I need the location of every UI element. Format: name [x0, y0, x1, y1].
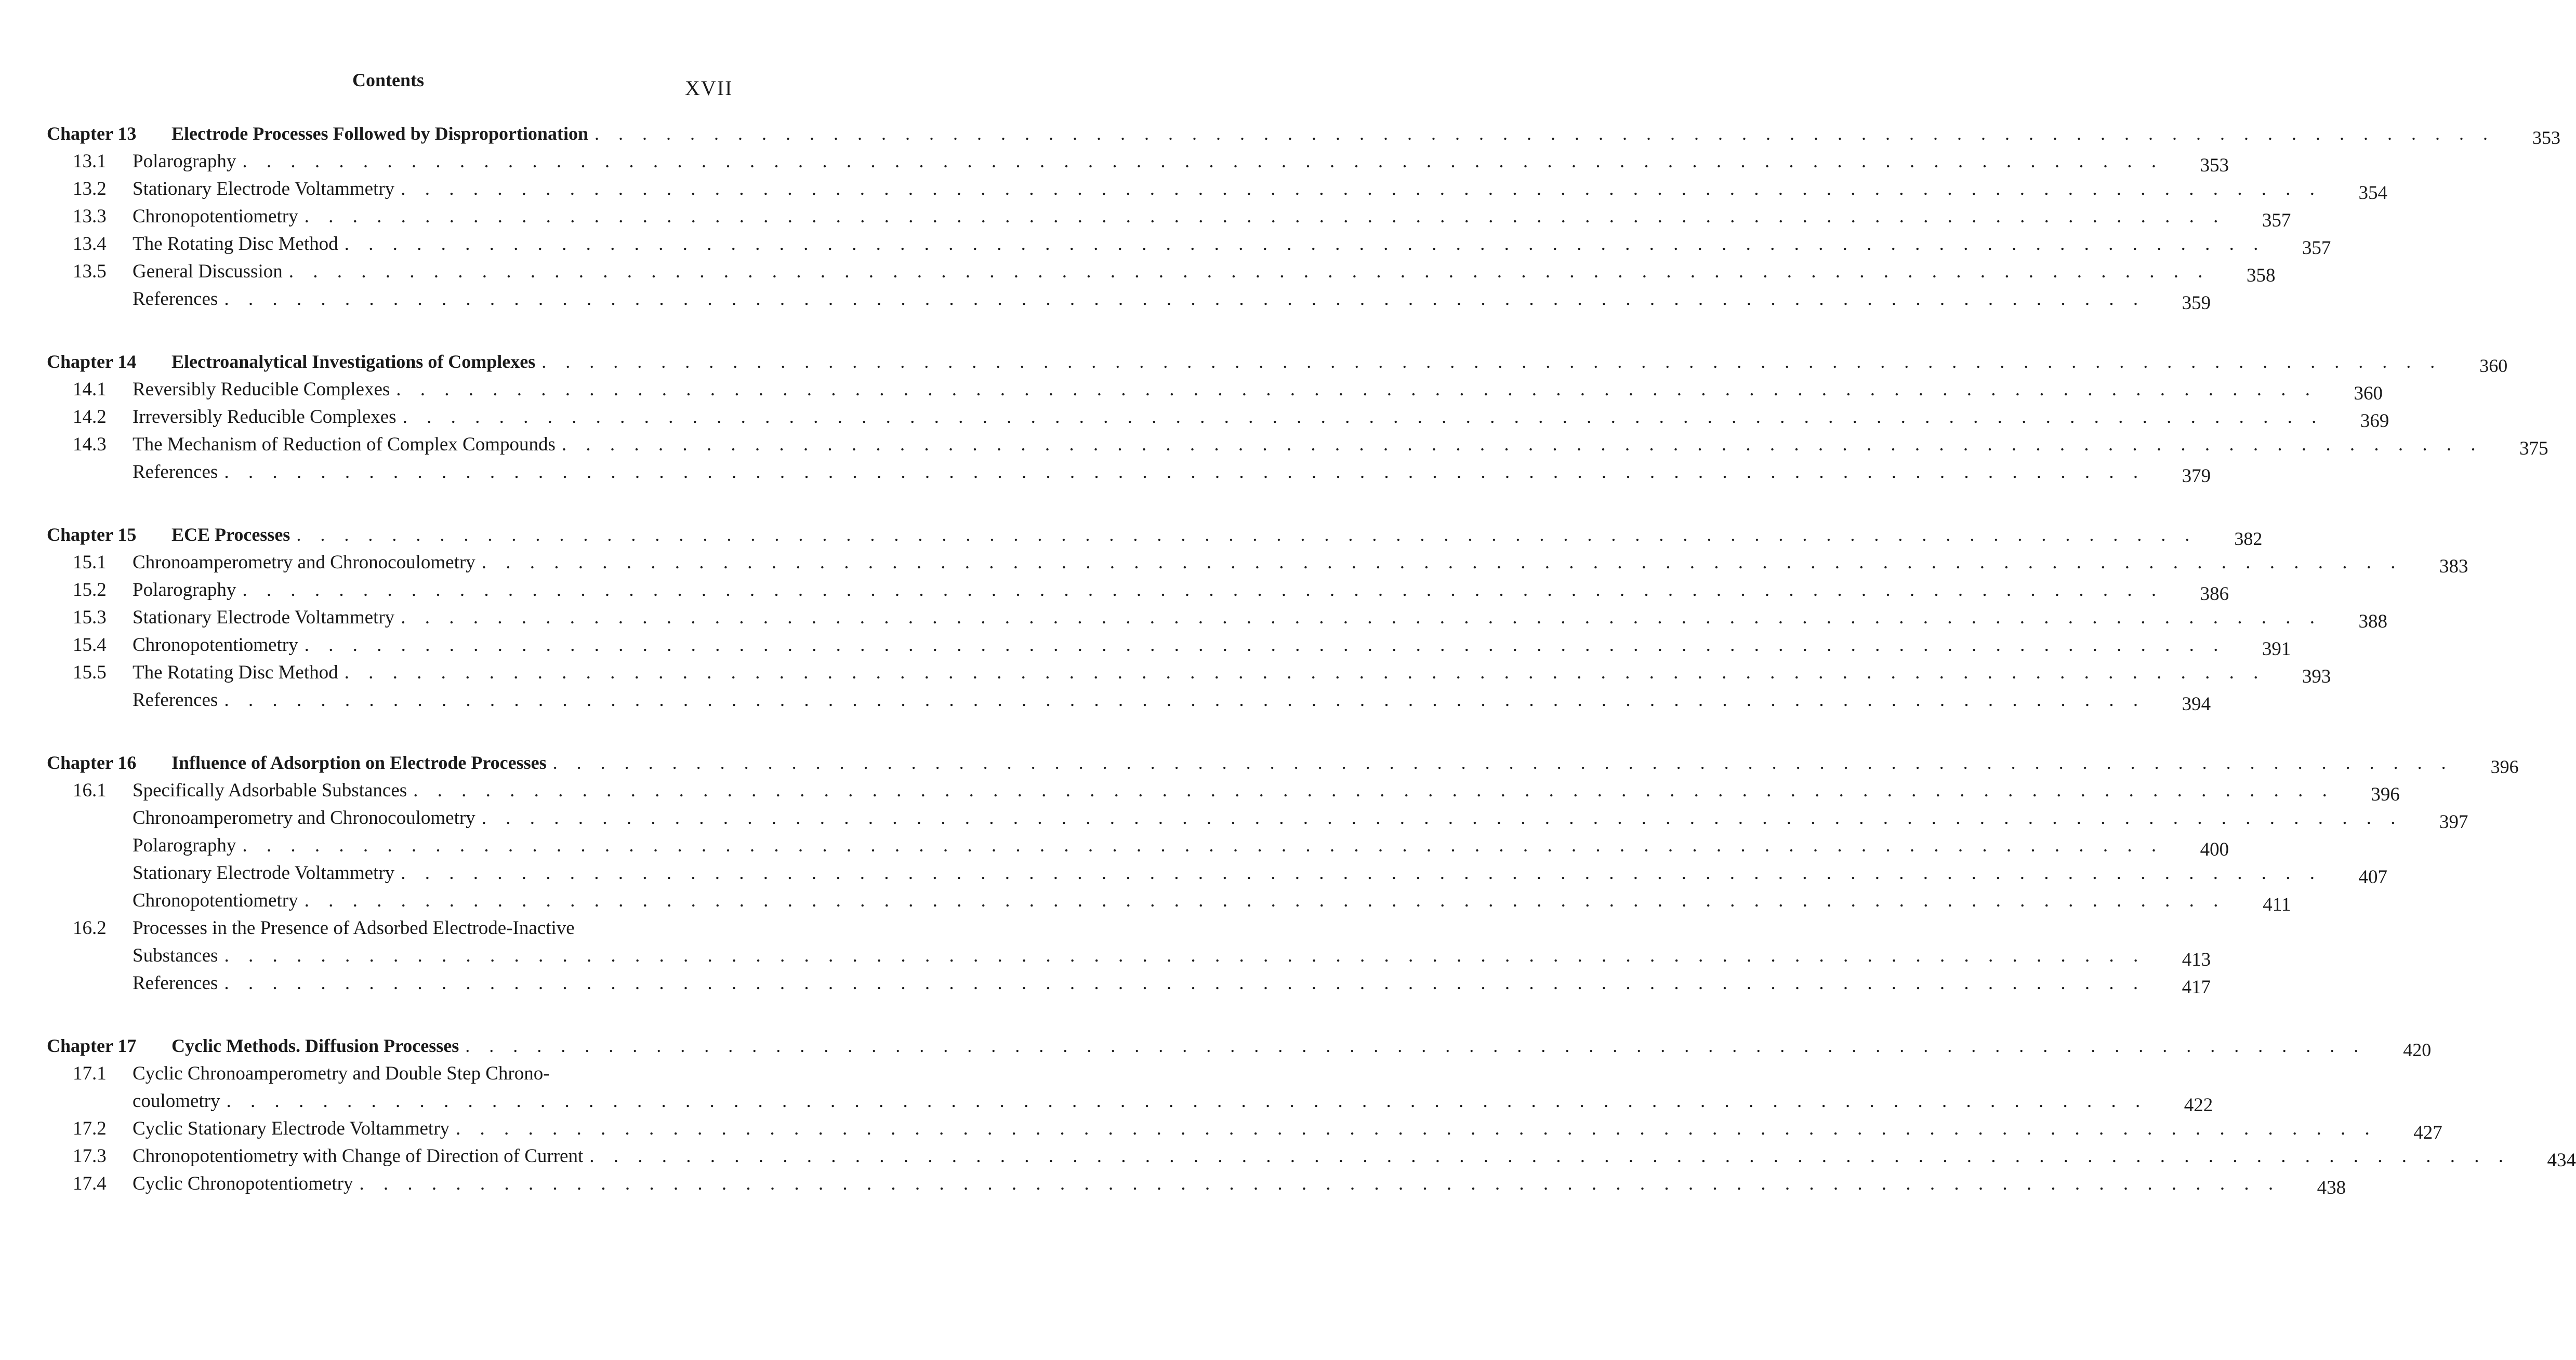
section-title: References [133, 461, 218, 483]
dot-leader: . . . . . . . . . . . . . . . . . . . . . . . . . . . . . . . . . . . . . . . . . . . . . . . . . . . . . . . . . . . . . . . . . . . . . . . . . . . . . . . . [594, 123, 2495, 144]
dot-leader: . . . . . . . . . . . . . . . . . . . . . . . . . . . . . . . . . . . . . . . . . . . . . . . . . . . . . . . . . . . . . . . . . . . . . . . . . . . . . . . . [401, 178, 2322, 199]
chapter-title: Electroanalytical Investigations of Complexes [171, 351, 536, 372]
toc-entry [47, 579, 2229, 606]
section-title: Polarography [133, 151, 236, 172]
dot-leader: . . . . . . . . . . . . . . . . . . . . . . . . . . . . . . . . . . . . . . . . . . . . . . . . . . . . . . . . . . . . . . . . . . . . . . . . . . . . . . . . [589, 1145, 2511, 1167]
dot-leader: . . . . . . . . . . . . . . . . . . . . . . . . . . . . . . . . . . . . . . . . . . . . . . . . . . . . . . . . . . . . . . . . . . . . . . . . . . . . . . . . [561, 434, 2483, 455]
toc-entry [47, 889, 2291, 917]
toc-entry [47, 606, 2387, 634]
section-number: 15.1 [73, 552, 107, 573]
section-number: 13.4 [73, 233, 107, 255]
toc-entry [47, 634, 2291, 661]
section-number: 17.1 [73, 1063, 107, 1084]
section-page: 358 [2247, 265, 2276, 286]
section-page: 407 [2358, 866, 2387, 888]
dot-leader: . . . . . . . . . . . . . . . . . . . . . . . . . . . . . . . . . . . . . . . . . . . . . . . . . . . . . . . . . . . . . . . . . . . . . . . . . . . . . . . . [402, 406, 2324, 428]
section-page: 400 [2200, 839, 2229, 860]
dot-leader: . . . . . . . . . . . . . . . . . . . . . . . . . . . . . . . . . . . . . . . . . . . . . . . . . . . . . . . . . . . . . . . . . . . . . . . . . . . . . . . . [288, 261, 2210, 282]
toc-entry [47, 378, 2383, 406]
section-title: Cyclic Chronoamperometry and Double Step Chrono- [133, 1063, 550, 1084]
section-title: Stationary Electrode Voltammetry [133, 862, 395, 884]
section-number: 17.2 [73, 1118, 107, 1139]
section-page: 388 [2358, 611, 2387, 632]
section-number: 14.2 [73, 406, 107, 428]
toc-entry-continuation [47, 944, 2211, 972]
dot-leader: . . . . . . . . . . . . . . . . . . . . . . . . . . . . . . . . . . . . . . . . . . . . . . . . . . . . . . . . . . . . . . . . . . . . . . . . . . . . . . . . [344, 233, 2266, 255]
toc-entry [47, 260, 2276, 288]
section-title: Chronopotentiometry [133, 634, 298, 656]
section-number: 17.4 [73, 1173, 107, 1194]
section-number: 15.3 [73, 607, 107, 628]
dot-leader: . . . . . . . . . . . . . . . . . . . . . . . . . . . . . . . . . . . . . . . . . . . . . . . . . . . . . . . . . . . . . . . . . . . . . . . . . . . . . . . . [242, 151, 2164, 172]
toc-entry [47, 1117, 2442, 1145]
dot-leader: . . . . . . . . . . . . . . . . . . . . . . . . . . . . . . . . . . . . . . . . . . . . . . . . . . . . . . . . . . . . . . . . . . . . . . . . . . . . . . . . [401, 607, 2322, 628]
section-page: 357 [2262, 210, 2291, 231]
chapter-title: Influence of Adsorption on Electrode Processes [171, 752, 547, 773]
section-title: Chronoamperometry and Chronocoulometry [133, 807, 475, 829]
chapter-section [47, 123, 2560, 315]
section-title: The Mechanism of Reduction of Complex Compounds [133, 434, 556, 455]
section-title: General Discussion [133, 261, 283, 282]
section-number: 13.2 [73, 178, 107, 199]
section-page: 434 [2547, 1150, 2576, 1171]
toc-entry [47, 551, 2468, 579]
toc-entry [47, 917, 733, 944]
dot-leader: . . . . . . . . . . . . . . . . . . . . . . . . . . . . . . . . . . . . . . . . . . . . . . . . . . . . . . . . . . . . . . . . . . . . . . . . . . . . . . . . [296, 524, 2197, 545]
section-title-continued: coulometry [133, 1090, 220, 1112]
toc-entry [47, 433, 2548, 461]
section-number: 15.4 [73, 634, 107, 656]
section-page: 369 [2360, 410, 2389, 432]
section-title: Chronopotentiometry with Change of Direction of Current [133, 1145, 584, 1167]
dot-leader: . . . . . . . . . . . . . . . . . . . . . . . . . . . . . . . . . . . . . . . . . . . . . . . . . . . . . . . . . . . . . . . . . . . . . . . . . . . . . . . . [304, 890, 2226, 911]
section-page: 357 [2302, 237, 2331, 259]
section-page: 386 [2200, 583, 2229, 605]
section-title: Chronoamperometry and Chronocoulometry [133, 552, 475, 573]
section-title: Stationary Electrode Voltammetry [133, 178, 395, 199]
dot-leader: . . . . . . . . . . . . . . . . . . . . . . . . . . . . . . . . . . . . . . . . . . . . . . . . . . . . . . . . . . . . . . . . . . . . . . . . . . . . . . . . [304, 206, 2226, 227]
toc-entry [47, 862, 2387, 889]
section-title: References [133, 689, 218, 711]
section-page: 354 [2358, 182, 2387, 204]
dot-leader: . . . . . . . . . . . . . . . . . . . . . . . . . . . . . . . . . . . . . . . . . . . . . . . . . . . . . . . . . . . . . . . . . . . . . . . . . . . . . . . . [456, 1118, 2377, 1139]
section-title: References [133, 972, 218, 994]
section-title: Chronopotentiometry [133, 206, 298, 227]
section-title: Specifically Adsorbable Substances [133, 780, 407, 801]
section-page: 393 [2302, 666, 2331, 687]
section-title: The Rotating Disc Method [133, 662, 338, 683]
section-page: 417 [2182, 977, 2211, 998]
section-title: Cyclic Stationary Electrode Voltammetry [133, 1118, 450, 1139]
toc-entry [47, 1172, 2346, 1200]
section-title: Polarography [133, 835, 236, 856]
table-of-contents [47, 123, 2576, 1235]
section-page: 375 [2519, 438, 2548, 459]
section-title: Reversibly Reducible Complexes [133, 379, 390, 400]
dot-leader: . . . . . . . . . . . . . . . . . . . . . . . . . . . . . . . . . . . . . . . . . . . . . . . . . . . . . . . . . . . . . . . . . . . . . . . . . . . . . . . . [344, 662, 2266, 683]
dot-leader: . . . . . . . . . . . . . . . . . . . . . . . . . . . . . . . . . . . . . . . . . . . . . . . . . . . . . . . . . . . . . . . . . . . . . . . . . . . . . . . . [481, 807, 2403, 829]
chapter-heading [47, 1035, 2432, 1062]
toc-entry [47, 233, 2331, 260]
toc-entry [47, 288, 2211, 315]
section-number: 16.2 [73, 917, 107, 939]
chapter-section [47, 524, 2468, 716]
section-title: The Rotating Disc Method [133, 233, 338, 255]
dot-leader: . . . . . . . . . . . . . . . . . . . . . . . . . . . . . . . . . . . . . . . . . . . . . . . . . . . . . . . . . . . . . . . . . . . . . . . . . . . . . . . . [465, 1035, 2366, 1056]
section-title-continued: Substances [133, 945, 218, 966]
section-page: 383 [2439, 556, 2468, 577]
section-title: Cyclic Chronopotentiometry [133, 1173, 353, 1194]
chapter-heading [47, 524, 2263, 551]
dot-leader: . . . . . . . . . . . . . . . . . . . . . . . . . . . . . . . . . . . . . . . . . . . . . . . . . . . . . . . . . . . . . . . . . . . . . . . . . . . . . . . . [224, 689, 2146, 711]
section-title: Processes in the Presence of Adsorbed Electrode-Inactive [133, 917, 575, 939]
toc-entry [47, 834, 2229, 862]
section-page: 397 [2439, 811, 2468, 833]
toc-entry [47, 661, 2331, 689]
dot-leader: . . . . . . . . . . . . . . . . . . . . . . . . . . . . . . . . . . . . . . . . . . . . . . . . . . . . . . . . . . . . . . . . . . . . . . . . . . . . . . . . [242, 579, 2164, 601]
dot-leader: . . . . . . . . . . . . . . . . . . . . . . . . . . . . . . . . . . . . . . . . . . . . . . . . . . . . . . . . . . . . . . . . . . . . . . . . . . . . . . . . [481, 552, 2403, 573]
section-page: 411 [2263, 894, 2291, 915]
section-page: 391 [2262, 638, 2291, 660]
chapter-section [47, 752, 2519, 999]
dot-leader: . . . . . . . . . . . . . . . . . . . . . . . . . . . . . . . . . . . . . . . . . . . . . . . . . . . . . . . . . . . . . . . . . . . . . . . . . . . . . . . . [552, 752, 2453, 773]
section-number: 14.3 [73, 434, 107, 455]
chapter-label: Chapter 14 [47, 351, 137, 372]
chapter-label: Chapter 13 [47, 123, 137, 144]
section-number: 13.3 [73, 206, 107, 227]
section-page: 379 [2182, 465, 2211, 487]
dot-leader: . . . . . . . . . . . . . . . . . . . . . . . . . . . . . . . . . . . . . . . . . . . . . . . . . . . . . . . . . . . . . . . . . . . . . . . . . . . . . . . . [224, 461, 2146, 483]
dot-leader: . . . . . . . . . . . . . . . . . . . . . . . . . . . . . . . . . . . . . . . . . . . . . . . . . . . . . . . . . . . . . . . . . . . . . . . . . . . . . . . . [359, 1173, 2281, 1194]
dot-leader: . . . . . . . . . . . . . . . . . . . . . . . . . . . . . . . . . . . . . . . . . . . . . . . . . . . . . . . . . . . . . . . . . . . . . . . . . . . . . . . . [304, 634, 2226, 656]
section-page: 413 [2182, 949, 2211, 970]
chapter-section [47, 351, 2548, 488]
toc-entry [47, 205, 2291, 233]
toc-entry [47, 406, 2389, 433]
section-number: 13.5 [73, 261, 107, 282]
chapter-page: 396 [2490, 756, 2519, 777]
chapter-title: ECE Processes [171, 524, 290, 545]
section-number: 15.5 [73, 662, 107, 683]
dot-leader: . . . . . . . . . . . . . . . . . . . . . . . . . . . . . . . . . . . . . . . . . . . . . . . . . . . . . . . . . . . . . . . . . . . . . . . . . . . . . . . . [224, 288, 2146, 310]
dot-leader: . . . . . . . . . . . . . . . . . . . . . . . . . . . . . . . . . . . . . . . . . . . . . . . . . . . . . . . . . . . . . . . . . . . . . . . . . . . . . . . . [401, 862, 2322, 884]
dot-leader: . . . . . . . . . . . . . . . . . . . . . . . . . . . . . . . . . . . . . . . . . . . . . . . . . . . . . . . . . . . . . . . . . . . . . . . . . . . . . . . . [226, 1090, 2148, 1112]
section-title: References [133, 288, 218, 310]
chapter-label: Chapter 17 [47, 1035, 137, 1056]
section-number: 13.1 [73, 151, 107, 172]
toc-entry [47, 178, 2387, 205]
toc-entry-continuation [47, 1090, 2213, 1117]
toc-entry [47, 972, 2211, 999]
toc-entry [47, 807, 2468, 834]
section-page: 394 [2182, 694, 2211, 715]
section-number: 16.1 [73, 780, 107, 801]
section-number: 15.2 [73, 579, 107, 601]
chapter-page: 360 [2479, 355, 2508, 376]
chapter-heading [47, 752, 2519, 779]
chapter-page: 382 [2234, 528, 2263, 549]
chapter-page: 353 [2532, 127, 2560, 148]
dot-leader: . . . . . . . . . . . . . . . . . . . . . . . . . . . . . . . . . . . . . . . . . . . . . . . . . . . . . . . . . . . . . . . . . . . . . . . . . . . . . . . . [242, 835, 2164, 856]
chapter-title: Cyclic Methods. Diffusion Processes [171, 1035, 459, 1056]
toc-entry [47, 779, 2400, 807]
section-number: 14.1 [73, 379, 107, 400]
section-page: 359 [2182, 292, 2211, 314]
section-title: Polarography [133, 579, 236, 601]
toc-entry [47, 1145, 2576, 1172]
chapter-label: Chapter 16 [47, 752, 137, 773]
chapter-title: Electrode Processes Followed by Disproportionation [171, 123, 588, 144]
dot-leader: . . . . . . . . . . . . . . . . . . . . . . . . . . . . . . . . . . . . . . . . . . . . . . . . . . . . . . . . . . . . . . . . . . . . . . . . . . . . . . . . [541, 351, 2442, 372]
section-title: Stationary Electrode Voltammetry [133, 607, 395, 628]
section-page: 353 [2200, 155, 2229, 176]
chapter-heading [47, 123, 2560, 150]
chapter-page: 420 [2403, 1039, 2432, 1060]
chapter-label: Chapter 15 [47, 524, 137, 545]
dot-leader: . . . . . . . . . . . . . . . . . . . . . . . . . . . . . . . . . . . . . . . . . . . . . . . . . . . . . . . . . . . . . . . . . . . . . . . . . . . . . . . . [396, 379, 2318, 400]
dot-leader: . . . . . . . . . . . . . . . . . . . . . . . . . . . . . . . . . . . . . . . . . . . . . . . . . . . . . . . . . . . . . . . . . . . . . . . . . . . . . . . . [224, 945, 2146, 966]
section-page: 427 [2413, 1122, 2442, 1143]
chapter-heading [47, 351, 2508, 378]
section-page: 438 [2317, 1177, 2346, 1198]
toc-entry [47, 1062, 733, 1090]
toc-entry [47, 150, 2229, 178]
section-page: 422 [2184, 1095, 2213, 1116]
section-number: 17.3 [73, 1145, 107, 1167]
running-header-title: Contents [352, 70, 425, 90]
chapter-section [47, 1035, 2576, 1200]
section-title: Irreversibly Reducible Complexes [133, 406, 397, 428]
dot-leader: . . . . . . . . . . . . . . . . . . . . . . . . . . . . . . . . . . . . . . . . . . . . . . . . . . . . . . . . . . . . . . . . . . . . . . . . . . . . . . . . [224, 972, 2146, 994]
section-title: Chronopotentiometry [133, 890, 298, 911]
toc-entry [47, 689, 2211, 716]
toc-entry [47, 461, 2211, 488]
section-page: 360 [2354, 383, 2383, 404]
dot-leader: . . . . . . . . . . . . . . . . . . . . . . . . . . . . . . . . . . . . . . . . . . . . . . . . . . . . . . . . . . . . . . . . . . . . . . . . . . . . . . . . [413, 780, 2334, 801]
section-page: 396 [2371, 784, 2400, 805]
page-number: XVII [685, 76, 733, 100]
